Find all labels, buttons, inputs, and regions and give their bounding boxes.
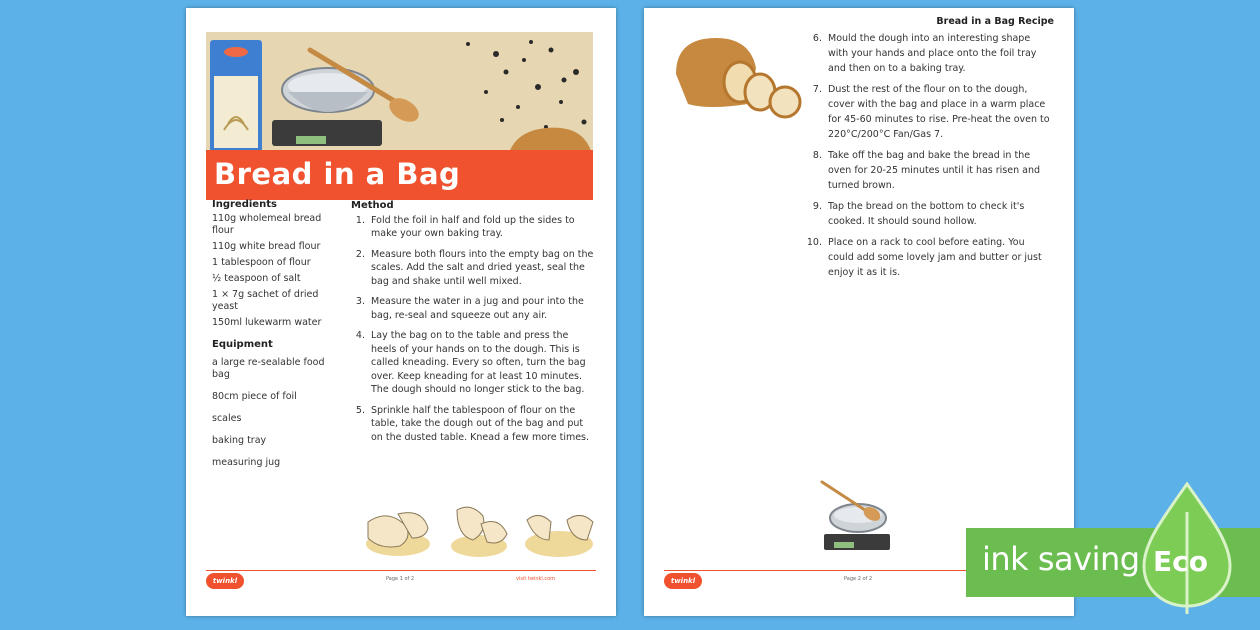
step-text: Fold the foil in half and fold up the sides to make your own baking tray. [371, 214, 575, 239]
method-step [806, 199, 1052, 229]
step-number: 7. [812, 84, 822, 95]
step-text: Measure both flours into the empty bag on the scales. Add the salt and dried yeast, seal the bag and shake until well mixed. [371, 248, 594, 287]
method-step [806, 148, 1052, 193]
method-step [806, 31, 1052, 76]
bread-loaf-icon [676, 38, 800, 117]
ingredient-item: ½ teaspoon of salt [212, 273, 301, 284]
method-step [351, 329, 596, 397]
kneading-hands-icon [451, 507, 507, 557]
step-text: Take off the bag and bake the bread in the oven for 20-25 minutes until it has risen and turned brown. [828, 150, 1041, 191]
method-step [806, 235, 1052, 280]
equipment-item: measuring jug [212, 457, 281, 468]
step-number: 4. [355, 330, 365, 341]
ingredients-heading: Ingredients [212, 199, 277, 210]
method-column [351, 199, 596, 451]
method-step [351, 404, 596, 445]
step-number: 10. [806, 237, 822, 248]
twinkl-logo: twinkl [664, 573, 702, 589]
running-header: Bread in a Bag Recipe [936, 16, 1054, 27]
step-text: Tap the bread on the bottom to check it's cooked. It should sound hollow. [828, 201, 1025, 227]
method-step [351, 214, 596, 241]
page-number: Page 1 of 2 [386, 576, 415, 582]
step-text: Sprinkle half the tablespoon of flour on the table, take the dough out of the bag and put on the dusted table. Knead a few more times. [371, 404, 590, 443]
step-number: 1. [355, 214, 365, 226]
scales-icon [822, 482, 890, 550]
bread-slices-illustration [670, 34, 810, 124]
method-step [351, 248, 596, 289]
equipment-item: a large re-sealable food bag [212, 357, 325, 380]
equipment-item: scales [212, 413, 242, 424]
ingredient-item: 110g wholemeal bread flour [212, 213, 322, 236]
kneading-hands-illustration [358, 500, 598, 560]
eco-badge-label: Eco [1153, 545, 1208, 578]
step-text: Measure the water in a jug and pour into the bag, re-seal and squeeze out any air. [371, 296, 584, 321]
step-number: 9. [812, 201, 822, 212]
kneading-hands-icon [525, 515, 593, 557]
ingredient-item: 150ml lukewarm water [212, 317, 322, 328]
scales-icon [272, 68, 382, 146]
hero-illustration [206, 32, 593, 200]
method-step [806, 82, 1052, 142]
kneading-hands-icon [366, 513, 430, 556]
step-number: 8. [812, 150, 822, 161]
step-text: Dust the rest of the flour on to the dough, cover with the bag and place in a warm place for 45-60 minutes to rise. Pre-heat the oven to 220°C/200°C Fan/Gas 7. [828, 84, 1050, 140]
page-title: Bread in a Bag [214, 157, 461, 191]
page-two [644, 8, 1074, 616]
equipment-item: 80cm piece of foil [212, 391, 297, 402]
method-steps [806, 31, 1052, 280]
page-number: Page 2 of 2 [844, 576, 873, 582]
step-text: Mould the dough into an interesting shape with your hands and place onto the foil tray and then on to a baking tray. [828, 33, 1037, 74]
step-number: 2. [355, 248, 365, 260]
page-one [186, 8, 616, 616]
step-text: Place on a rack to cool before eating. You could add some lovely jam and butter or just enjoy it as it is. [828, 237, 1042, 278]
method-steps [351, 214, 596, 445]
step-number: 5. [355, 404, 365, 416]
ingredient-item: 1 tablespoon of flour [212, 257, 311, 268]
ingredient-item: 110g white bread flour [212, 241, 321, 252]
method-heading: Method [351, 200, 394, 211]
equipment-item: baking tray [212, 435, 267, 446]
title-banner [206, 150, 593, 200]
footer-url: visit twinkl.com [516, 576, 556, 582]
ingredients-equipment-column [212, 199, 337, 479]
method-continued-column [806, 31, 1052, 286]
flour-bag-icon [210, 40, 262, 152]
step-number: 6. [812, 33, 822, 44]
equipment-heading: Equipment [212, 339, 273, 350]
ink-saving-label: ink saving [982, 540, 1140, 578]
scales-illustration [820, 476, 900, 556]
step-text: Lay the bag on to the table and press the heels of your hands on to the dough. This is called kneading. Every so often, turn the bag over. Keep kneading for at least 10 minutes. The dough should no longer stick to the bag. [371, 330, 586, 395]
twinkl-logo: twinkl [206, 573, 244, 589]
footer-divider [206, 570, 596, 571]
ingredient-item: 1 × 7g sachet of dried yeast [212, 289, 319, 312]
method-step [351, 295, 596, 322]
step-number: 3. [355, 296, 365, 307]
